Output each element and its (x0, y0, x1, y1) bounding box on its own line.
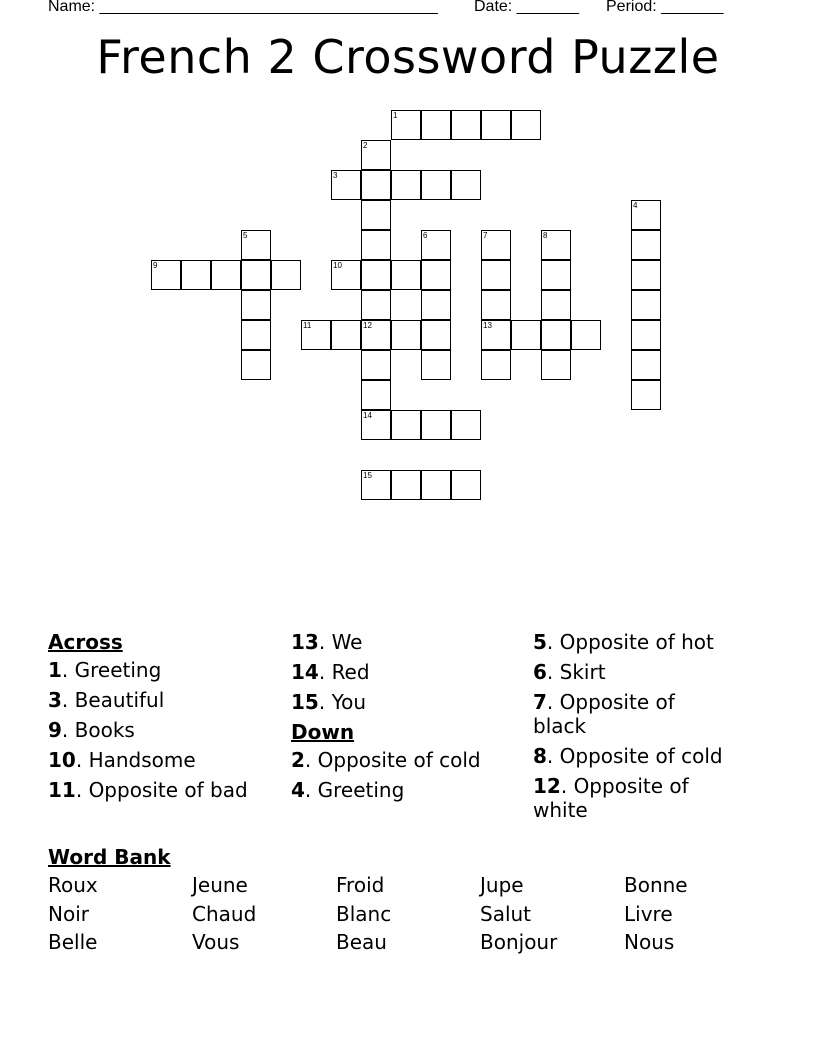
grid-cell[interactable] (361, 230, 391, 260)
grid-cell[interactable] (631, 290, 661, 320)
word-bank-word: Beau (336, 930, 387, 954)
grid-cell[interactable] (331, 320, 361, 350)
cell-number: 13 (483, 321, 492, 330)
word-bank-word: Chaud (192, 902, 257, 926)
grid-cell[interactable] (391, 260, 421, 290)
grid-cell[interactable] (421, 170, 451, 200)
word-bank-word: Noir (48, 902, 89, 926)
grid-cell[interactable] (481, 290, 511, 320)
grid-cell[interactable] (481, 350, 511, 380)
grid-cell[interactable] (451, 410, 481, 440)
grid-cell[interactable] (481, 110, 511, 140)
grid-cell[interactable] (541, 320, 571, 350)
grid-cell[interactable] (241, 350, 271, 380)
cell-number: 7 (483, 231, 488, 240)
word-bank-title: Word Bank (48, 845, 171, 869)
clues-column-1 (48, 630, 278, 808)
grid-cell[interactable] (451, 470, 481, 500)
grid-cell[interactable] (481, 260, 511, 290)
across-heading: Across (48, 630, 123, 654)
clue-down-6: 6. Skirt (533, 660, 606, 684)
grid-cell[interactable] (241, 320, 271, 350)
word-bank-word: Blanc (336, 902, 392, 926)
cell-number: 12 (363, 321, 372, 330)
grid-cell[interactable] (241, 260, 271, 290)
grid-cell[interactable] (451, 170, 481, 200)
grid-cell[interactable] (181, 260, 211, 290)
cell-number: 14 (363, 411, 372, 420)
grid-cell[interactable] (631, 260, 661, 290)
grid-cell[interactable] (511, 110, 541, 140)
grid-cell[interactable] (361, 260, 391, 290)
grid-cell[interactable] (421, 290, 451, 320)
clue-down-8: 8. Opposite of cold (533, 744, 723, 768)
grid-cell[interactable] (421, 260, 451, 290)
grid-cell[interactable] (361, 350, 391, 380)
clue-down-4: 4. Greeting (291, 778, 405, 802)
clue-down-12: 12. Opposite of white (533, 774, 689, 822)
grid-cell[interactable] (631, 230, 661, 260)
clue-across-3: 3. Beautiful (48, 688, 165, 712)
clue-down-5: 5. Opposite of hot (533, 630, 714, 654)
clues-column-3 (533, 630, 773, 828)
cell-number: 9 (153, 261, 158, 270)
word-bank-word: Salut (480, 902, 532, 926)
grid-cell[interactable] (451, 110, 481, 140)
grid-cell[interactable] (211, 260, 241, 290)
grid-cell[interactable] (391, 170, 421, 200)
grid-cell[interactable] (511, 320, 541, 350)
grid-cell[interactable] (421, 320, 451, 350)
word-bank-word: Bonjour (480, 930, 558, 954)
grid-cell[interactable] (631, 320, 661, 350)
clue-across-14: 14. Red (291, 660, 370, 684)
clue-across-10: 10. Handsome (48, 748, 196, 772)
grid-cell[interactable] (541, 260, 571, 290)
cell-number: 5 (243, 231, 248, 240)
grid-cell[interactable] (271, 260, 301, 290)
grid-cell[interactable] (541, 290, 571, 320)
name-field[interactable]: Name: ______________________________________ (48, 0, 438, 15)
grid-cell[interactable] (541, 350, 571, 380)
clue-across-1: 1. Greeting (48, 658, 162, 682)
word-bank-word: Froid (336, 873, 385, 897)
grid-cell[interactable] (391, 470, 421, 500)
word-bank-word: Bonne (624, 873, 688, 897)
cell-number: 15 (363, 471, 372, 480)
cell-number: 1 (393, 111, 398, 120)
cell-number: 11 (303, 321, 312, 330)
period-field[interactable]: Period: _______ (606, 0, 724, 15)
grid-cell[interactable] (421, 110, 451, 140)
grid-cell[interactable] (361, 170, 391, 200)
down-heading: Down (291, 720, 355, 744)
grid-cell[interactable] (631, 380, 661, 410)
page-title: French 2 Crossword Puzzle (96, 30, 720, 84)
cell-number: 2 (363, 141, 368, 150)
grid-cell[interactable] (361, 290, 391, 320)
cell-number: 6 (423, 231, 428, 240)
word-bank-word: Jeune (192, 873, 248, 897)
grid-cell[interactable] (421, 410, 451, 440)
clue-across-11: 11. Opposite of bad (48, 778, 248, 802)
date-field[interactable]: Date: _______ (474, 0, 579, 15)
word-bank-word: Roux (48, 873, 98, 897)
word-bank-word: Vous (192, 930, 240, 954)
grid-cell[interactable] (391, 320, 421, 350)
cell-number: 10 (333, 261, 342, 270)
grid-cell[interactable] (421, 470, 451, 500)
clue-down-2: 2. Opposite of cold (291, 748, 481, 772)
crossword-grid (0, 0, 816, 520)
word-bank-word: Jupe (480, 873, 524, 897)
word-bank-word: Belle (48, 930, 98, 954)
clue-across-15: 15. You (291, 690, 367, 714)
grid-cell[interactable] (571, 320, 601, 350)
grid-cell[interactable] (421, 350, 451, 380)
clue-down-7: 7. Opposite of black (533, 690, 675, 738)
grid-cell[interactable] (361, 380, 391, 410)
cell-number: 4 (633, 201, 638, 210)
cell-number: 3 (333, 171, 338, 180)
grid-cell[interactable] (631, 350, 661, 380)
word-bank-word: Livre (624, 902, 673, 926)
cell-number: 8 (543, 231, 548, 240)
grid-cell[interactable] (391, 410, 421, 440)
clues-column-2 (291, 630, 521, 808)
clue-across-13: 13. We (291, 630, 363, 654)
grid-cell[interactable] (361, 200, 391, 230)
clue-across-9: 9. Books (48, 718, 135, 742)
word-bank-word: Nous (624, 930, 675, 954)
grid-cell[interactable] (241, 290, 271, 320)
